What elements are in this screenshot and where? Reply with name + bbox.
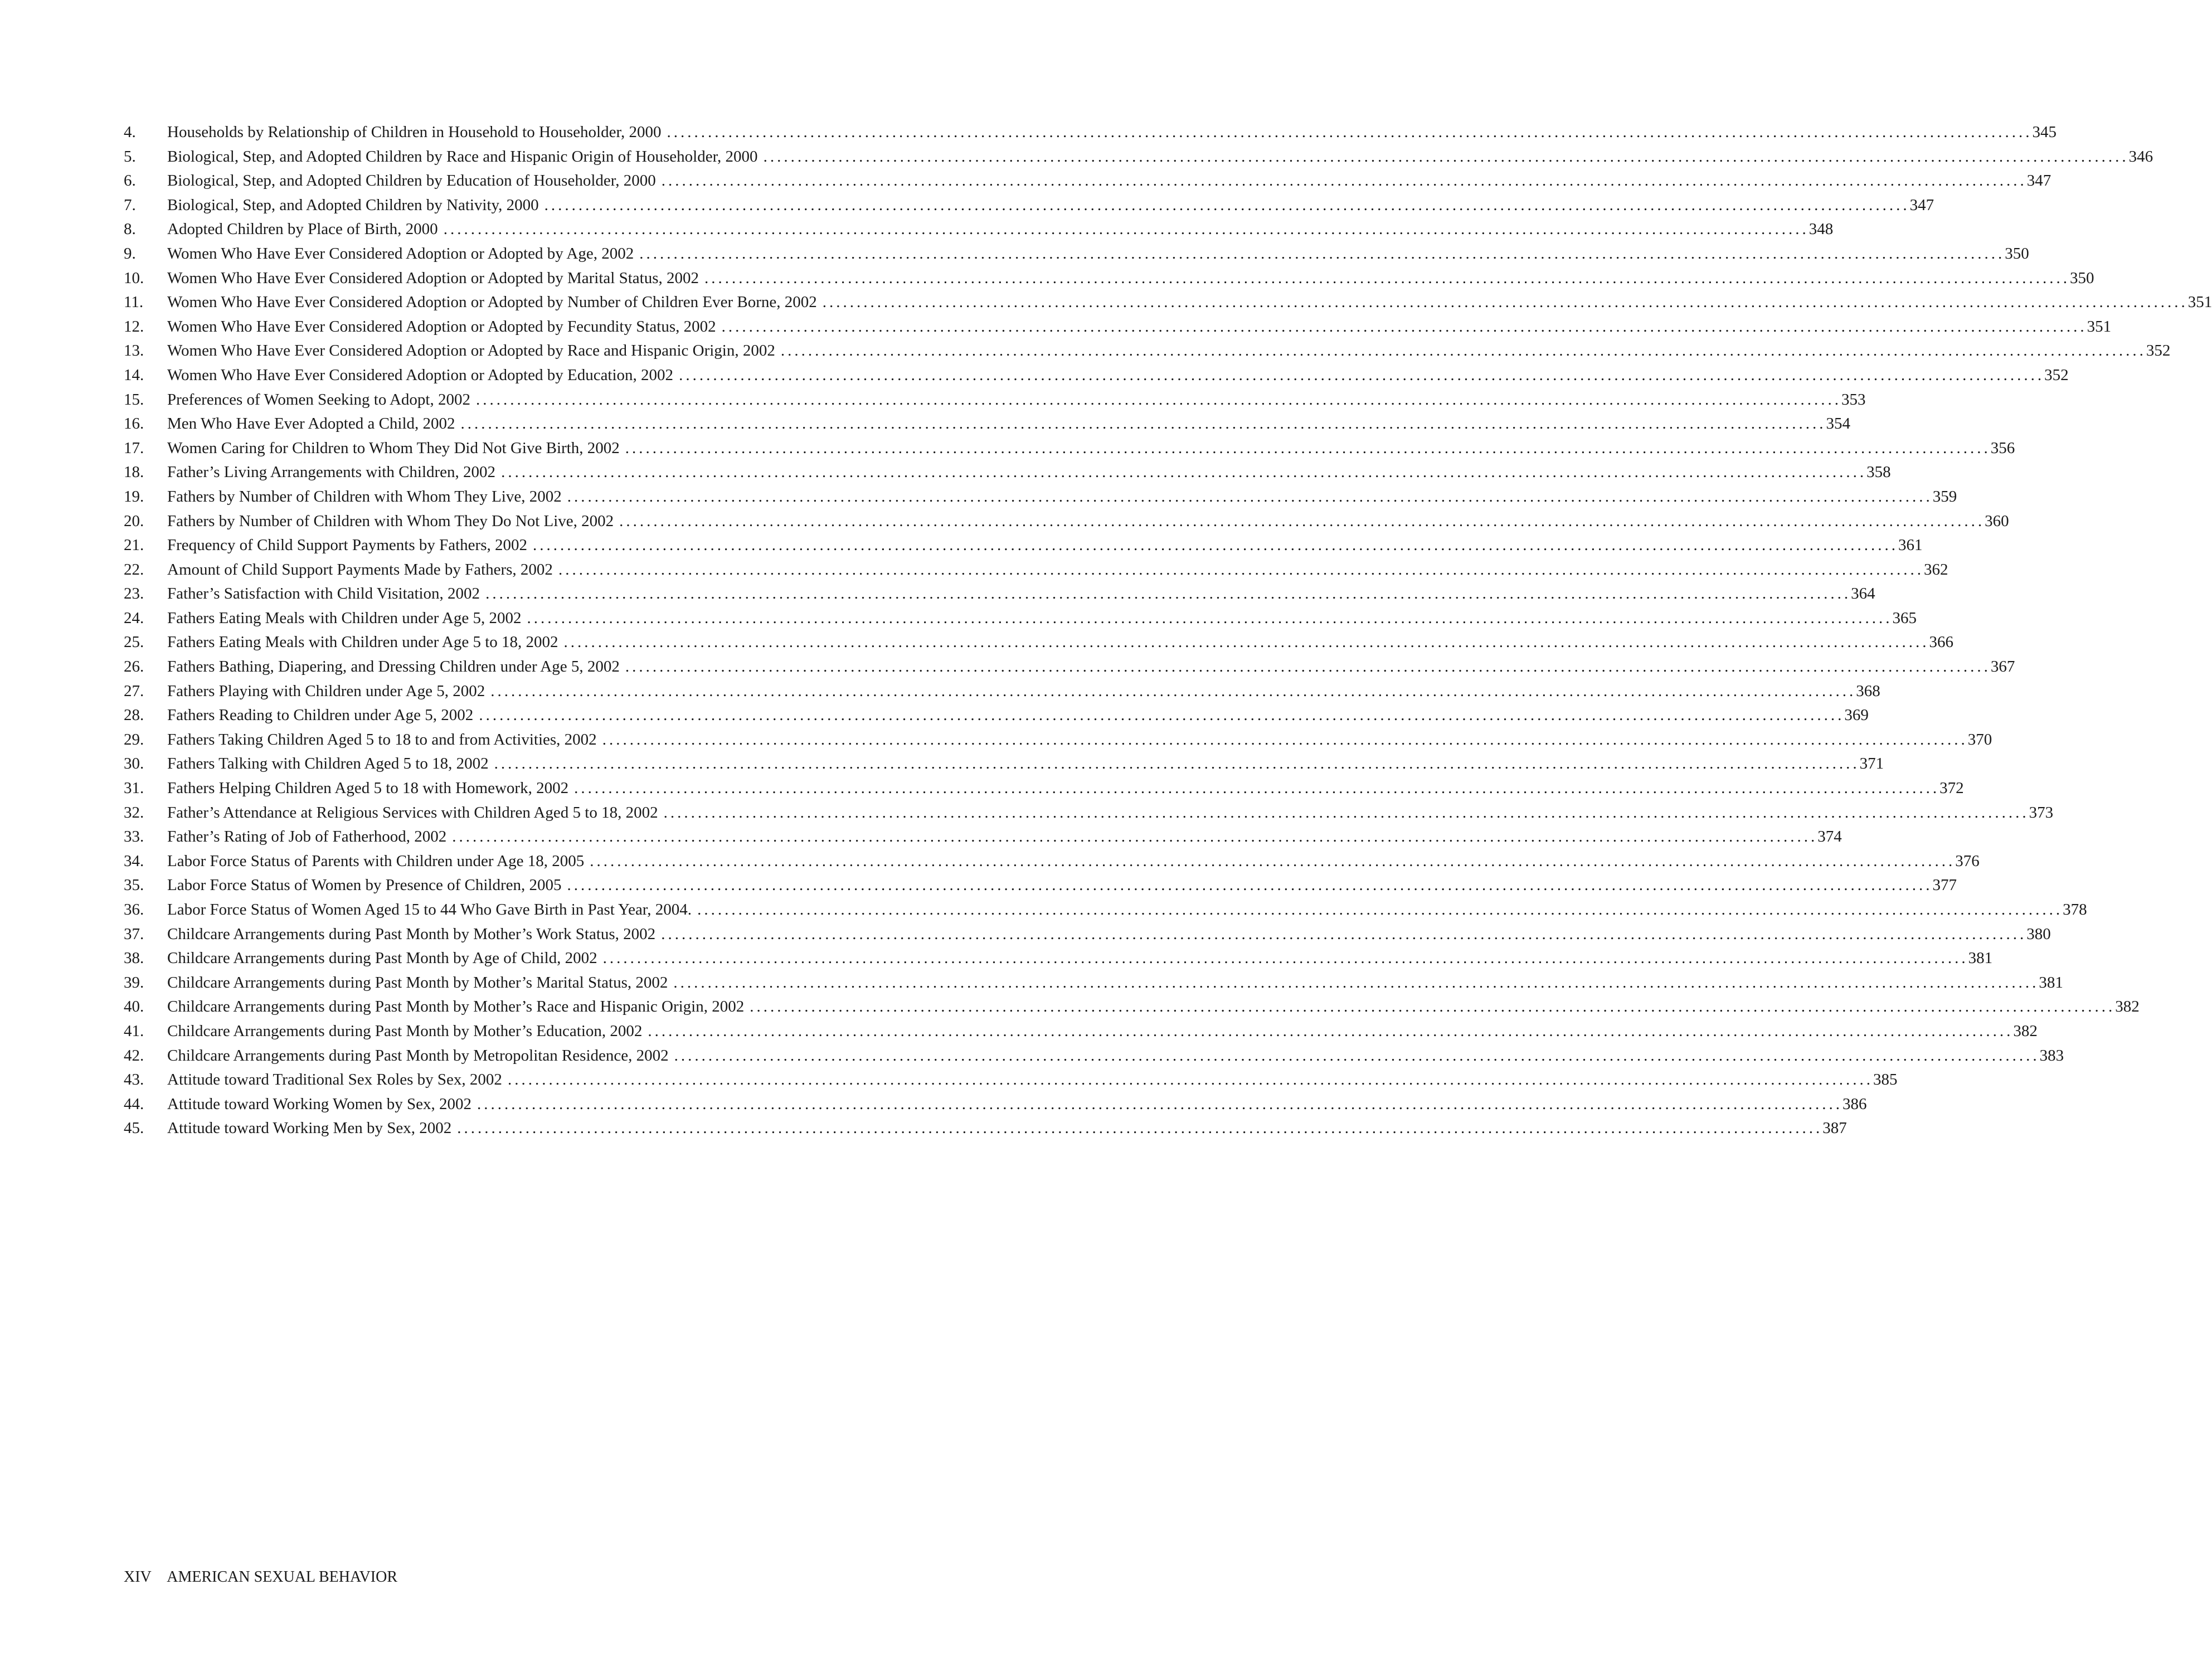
toc-entry[interactable] xyxy=(124,290,2212,315)
toc-entry-number: 24. xyxy=(124,609,144,627)
toc-entry-title: Fathers Playing with Children under Age 5, 2002 xyxy=(167,682,485,700)
toc-entry-number: 12. xyxy=(124,317,144,336)
toc-entry-title: Fathers Reading to Children under Age 5, 2002 xyxy=(167,706,474,725)
toc-entry-leader-dots: ........................................................................................................................................................................................................ xyxy=(452,828,1818,846)
toc-entry[interactable] xyxy=(124,655,2015,679)
toc-entry[interactable] xyxy=(124,703,1869,728)
toc-entry[interactable] xyxy=(124,242,2029,266)
toc-entry-number: 5. xyxy=(124,147,136,166)
toc-entry-leader-dots: ........................................................................................................................................................................................................ xyxy=(485,585,1851,603)
toc-entry-title: Childcare Arrangements during Past Month by Mother’s Marital Status, 2002 xyxy=(167,973,668,991)
toc-entry-number: 36. xyxy=(124,901,144,918)
toc-entry-leader-dots: ........................................................................................................................................................................................................ xyxy=(721,317,2087,336)
toc-entry-page: 352 xyxy=(2044,366,2069,384)
toc-entry-page: 377 xyxy=(1932,876,1957,895)
toc-entry-leader-dots: ........................................................................................................................................................................................................ xyxy=(494,755,1860,773)
toc-entry-leader-dots: ........................................................................................................................................................................................................ xyxy=(661,925,2027,943)
toc-entry-leader-dots: ........................................................................................................................................................................................................ xyxy=(780,342,2146,360)
toc-entry-title: Biological, Step, and Adopted Children by Race and Hispanic Origin of Householder, 2000 xyxy=(167,147,758,166)
toc-entry[interactable] xyxy=(124,315,2112,339)
toc-entry[interactable] xyxy=(124,922,2051,947)
toc-entry-title: Fathers Talking with Children Aged 5 to 18, 2002 xyxy=(167,755,489,773)
toc-entry[interactable] xyxy=(124,1116,1847,1141)
toc-entry-number: 26. xyxy=(124,658,144,676)
toc-entry-title: Attitude toward Traditional Sex Roles by Sex, 2002 xyxy=(167,1071,502,1089)
toc-entry-number: 7. xyxy=(124,196,136,214)
toc-entry-page: 351 xyxy=(2187,293,2212,312)
toc-entry-leader-dots: ........................................................................................................................................................................................................ xyxy=(563,633,1929,652)
toc-entry[interactable] xyxy=(124,412,1851,436)
toc-entry-leader-dots: ........................................................................................................................................................................................................ xyxy=(460,415,1826,433)
toc-entry-leader-dots: ........................................................................................................................................................................................................ xyxy=(590,852,1956,870)
toc-entry-title: Women Caring for Children to Whom They Did Not Give Birth, 2002 xyxy=(167,439,620,457)
toc-entry-leader-dots: ........................................................................................................................................................................................................ xyxy=(602,949,1968,968)
toc-entry-title: Preferences of Women Seeking to Adopt, 2002 xyxy=(167,390,470,409)
toc-entry[interactable] xyxy=(124,485,1957,509)
toc-entry-page: 359 xyxy=(1932,487,1957,506)
footer-page-number: XIV xyxy=(124,1568,152,1586)
toc-entry[interactable] xyxy=(124,266,2094,291)
toc-entry-page: 380 xyxy=(2026,925,2051,943)
toc-entry-title: Labor Force Status of Women by Presence of Children, 2005 xyxy=(167,876,562,895)
toc-entry-number: 31. xyxy=(124,779,144,798)
toc-entry[interactable] xyxy=(124,801,2054,825)
toc-entry-page: 348 xyxy=(1809,220,1834,239)
toc-entry-leader-dots: ........................................................................................................................................................................................................ xyxy=(544,196,1910,214)
toc-entry-title: Labor Force Status of Parents with Children under Age 18, 2005 xyxy=(167,852,585,870)
toc-entry-page: 383 xyxy=(2039,1046,2064,1065)
toc-entry-page: 382 xyxy=(2013,1022,2038,1040)
toc-entry-title: Childcare Arrangements during Past Month by Mother’s Education, 2002 xyxy=(167,1022,643,1040)
toc-entry-page: 381 xyxy=(1968,949,1993,968)
toc-entry[interactable] xyxy=(124,339,2171,363)
toc-entry-title: Father’s Rating of Job of Fatherhood, 2002 xyxy=(167,828,447,846)
toc-entry-title: Fathers Bathing, Diapering, and Dressing Children under Age 5, 2002 xyxy=(167,658,620,676)
toc-entry-title: Fathers Taking Children Aged 5 to 18 to and from Activities, 2002 xyxy=(167,730,597,748)
toc-entry-page: 372 xyxy=(1939,779,1964,798)
toc-entry[interactable] xyxy=(124,388,1866,412)
toc-entry-title: Attitude toward Working Women by Sex, 2002 xyxy=(167,1095,472,1113)
toc-entry-page: 350 xyxy=(2069,269,2094,287)
toc-entry-number: 30. xyxy=(124,755,144,773)
footer-book-title: AMERICAN SEXUAL BEHAVIOR xyxy=(167,1568,398,1586)
toc-entry-number: 15. xyxy=(124,390,144,409)
toc-entry[interactable] xyxy=(124,460,1891,485)
toc-entry-leader-dots: ........................................................................................................................................................................................................ xyxy=(567,487,1933,506)
toc-entry-leader-dots: ........................................................................................................................................................................................................ xyxy=(476,390,1841,409)
toc-entry-page: 360 xyxy=(1985,512,2009,530)
toc-entry[interactable] xyxy=(124,193,1934,218)
toc-entry-number: 23. xyxy=(124,585,144,603)
toc-entry-leader-dots: ........................................................................................................................................................................................................ xyxy=(501,463,1867,482)
toc-entry-number: 27. xyxy=(124,682,144,700)
toc-entry-number: 35. xyxy=(124,876,144,895)
toc-entry-page: 365 xyxy=(1892,609,1917,627)
toc-entry-leader-dots: ........................................................................................................................................................................................................ xyxy=(479,706,1845,725)
toc-entry[interactable] xyxy=(124,1068,1898,1092)
toc-entry-number: 13. xyxy=(124,342,144,360)
toc-entry-page: 367 xyxy=(1990,658,2015,676)
toc-entry-page: 352 xyxy=(2146,342,2171,360)
toc-entry-number: 32. xyxy=(124,803,144,822)
toc-entry[interactable] xyxy=(124,582,1875,606)
toc-entry-number: 37. xyxy=(124,925,144,943)
toc-entry-number: 10. xyxy=(124,269,144,287)
toc-entry-page: 361 xyxy=(1898,536,1923,555)
toc-entry-title: Father’s Living Arrangements with Children, 2002 xyxy=(167,463,496,482)
toc-entry-leader-dots: ........................................................................................................................................................................................................ xyxy=(625,439,1991,457)
toc-entry[interactable] xyxy=(124,752,1884,776)
toc-entry-leader-dots: ........................................................................................................................................................................................................ xyxy=(490,682,1856,700)
toc-entry-leader-dots: ........................................................................................................................................................................................................ xyxy=(527,609,1893,627)
toc-entry[interactable] xyxy=(124,1092,1867,1117)
toc-entry-title: Frequency of Child Support Payments by Fathers, 2002 xyxy=(167,536,528,555)
toc-entry-number: 4. xyxy=(124,123,136,141)
toc-entry[interactable] xyxy=(124,217,1834,242)
toc-entry-title: Father’s Attendance at Religious Services with Children Aged 5 to 18, 2002 xyxy=(167,803,658,822)
toc-entry-page: 346 xyxy=(2128,147,2153,166)
toc-entry-leader-dots: ........................................................................................................................................................................................................ xyxy=(507,1071,1873,1089)
toc-entry[interactable] xyxy=(124,728,1992,752)
toc-entry-title: Fathers by Number of Children with Whom They Live, 2002 xyxy=(167,487,562,506)
toc-entry-page: 362 xyxy=(1923,560,1948,579)
toc-entry[interactable] xyxy=(124,630,1954,655)
toc-entry-title: Childcare Arrangements during Past Month by Mother’s Work Status, 2002 xyxy=(167,925,656,943)
toc-entry-title: Women Who Have Ever Considered Adoption or Adopted by Marital Status, 2002 xyxy=(167,269,699,287)
toc-entry-number: 40. xyxy=(124,998,144,1016)
toc-entry[interactable] xyxy=(124,509,2009,534)
toc-entry-number: 34. xyxy=(124,852,144,870)
toc-entry-page: 376 xyxy=(1955,852,1980,870)
toc-entry[interactable] xyxy=(124,533,1923,558)
toc-entry-page: 381 xyxy=(2039,973,2063,991)
toc-entry-page: 356 xyxy=(1990,439,2015,457)
toc-entry-number: 42. xyxy=(124,1046,144,1065)
toc-entry-leader-dots: ........................................................................................................................................................................................................ xyxy=(457,1119,1823,1138)
toc-entry-leader-dots: ........................................................................................................................................................................................................ xyxy=(558,560,1924,579)
toc-entry-leader-dots: ........................................................................................................................................................................................................ xyxy=(567,876,1933,895)
toc-entry-title: Labor Force Status of Women Aged 15 to 44 Who Gave Birth in Past Year, 2004. xyxy=(167,901,692,918)
toc-entry-title: Women Who Have Ever Considered Adoption or Adopted by Race and Hispanic Origin, 2002 xyxy=(167,342,775,360)
toc-entry-number: 8. xyxy=(124,220,136,239)
toc-entry-number: 29. xyxy=(124,730,144,748)
toc-entry-title: Fathers Helping Children Aged 5 to 18 with Homework, 2002 xyxy=(167,779,569,798)
toc-entry[interactable] xyxy=(124,558,1948,582)
toc-entry-leader-dots: ........................................................................................................................................................................................................ xyxy=(625,658,1991,676)
toc-entry[interactable] xyxy=(124,1044,2064,1068)
toc-entry-leader-dots: ........................................................................................................................................................................................................ xyxy=(679,366,2045,384)
toc-entry-leader-dots: ........................................................................................................................................................................................................ xyxy=(477,1095,1843,1113)
toc-entry-number: 33. xyxy=(124,828,144,846)
toc-entry-page: 345 xyxy=(2032,123,2057,141)
toc-entry-number: 20. xyxy=(124,512,144,530)
toc-entry[interactable] xyxy=(124,679,1880,704)
toc-entry-leader-dots: ........................................................................................................................................................................................................ xyxy=(648,1022,2014,1040)
toc-entry-page: 351 xyxy=(2087,317,2112,336)
toc-entry[interactable] xyxy=(124,946,1993,971)
toc-entry-leader-dots: ........................................................................................................................................................................................................ xyxy=(663,803,2029,822)
toc-entry-number: 44. xyxy=(124,1095,144,1113)
toc-entry-number: 6. xyxy=(124,172,136,190)
toc-entry-title: Childcare Arrangements during Past Month by Age of Child, 2002 xyxy=(167,949,597,968)
toc-entry-title: Women Who Have Ever Considered Adoption or Adopted by Fecundity Status, 2002 xyxy=(167,317,716,336)
toc-entry-page: 368 xyxy=(1856,682,1880,700)
toc-entry-number: 38. xyxy=(124,949,144,968)
toc-entry-leader-dots: ........................................................................................................................................................................................................ xyxy=(704,269,2070,287)
toc-entry[interactable] xyxy=(124,898,2087,922)
toc-entry[interactable] xyxy=(124,436,2015,461)
toc-entry-title: Father’s Satisfaction with Child Visitation, 2002 xyxy=(167,585,480,603)
toc-entry-number: 22. xyxy=(124,560,144,579)
toc-entry-page: 373 xyxy=(2029,803,2054,822)
toc-entry-leader-dots: ........................................................................................................................................................................................................ xyxy=(674,1046,2040,1065)
toc-entry-number: 21. xyxy=(124,536,144,555)
toc-entry-page: 347 xyxy=(2026,172,2051,190)
toc-entry-leader-dots: ........................................................................................................................................................................................................ xyxy=(822,293,2188,312)
toc-entry-title: Adopted Children by Place of Birth, 2000 xyxy=(167,220,438,239)
toc-entry-number: 28. xyxy=(124,706,144,725)
toc-entry[interactable] xyxy=(124,363,2069,388)
toc-entry-leader-dots: ........................................................................................................................................................................................................ xyxy=(667,123,2033,141)
toc-entry-page: 366 xyxy=(1929,633,1954,652)
toc-entry-page: 386 xyxy=(1842,1095,1867,1113)
toc-entry-page: 382 xyxy=(2115,998,2140,1016)
toc-entry-page: 387 xyxy=(1822,1119,1847,1138)
toc-entry-number: 17. xyxy=(124,439,144,457)
toc-entry[interactable] xyxy=(124,776,1964,801)
toc-entry-title: Childcare Arrangements during Past Month by Metropolitan Residence, 2002 xyxy=(167,1046,669,1065)
toc-entry-number: 39. xyxy=(124,973,144,991)
toc-entry-number: 18. xyxy=(124,463,144,482)
toc-entry-title: Women Who Have Ever Considered Adoption or Adopted by Education, 2002 xyxy=(167,366,674,384)
toc-entry-number: 19. xyxy=(124,487,144,506)
toc-entry-number: 9. xyxy=(124,244,136,263)
toc-entry-title: Childcare Arrangements during Past Month by Mother’s Race and Hispanic Origin, 2002 xyxy=(167,998,745,1016)
toc-entry-title: Biological, Step, and Adopted Children by Nativity, 2000 xyxy=(167,196,539,214)
toc-entry-leader-dots: ........................................................................................................................................................................................................ xyxy=(574,779,1940,798)
toc-entry-page: 385 xyxy=(1873,1071,1898,1089)
table-of-contents xyxy=(124,120,2212,1141)
toc-entry-page: 358 xyxy=(1866,463,1891,482)
toc-entry[interactable] xyxy=(124,145,2153,169)
toc-entry-page: 364 xyxy=(1851,585,1875,603)
toc-entry-title: Fathers by Number of Children with Whom They Do Not Live, 2002 xyxy=(167,512,614,530)
toc-entry-leader-dots: ........................................................................................................................................................................................................ xyxy=(639,244,2005,263)
toc-entry-page: 354 xyxy=(1826,415,1851,433)
toc-entry[interactable] xyxy=(124,873,1957,898)
toc-entry-number: 16. xyxy=(124,415,144,433)
toc-entry-page: 371 xyxy=(1859,755,1884,773)
toc-entry-title: Fathers Eating Meals with Children under Age 5, 2002 xyxy=(167,609,522,627)
toc-entry-page: 347 xyxy=(1909,196,1934,214)
toc-entry-title: Women Who Have Ever Considered Adoption or Adopted by Number of Children Ever Borne, 2002 xyxy=(167,293,817,312)
toc-entry[interactable] xyxy=(124,971,2063,995)
toc-entry[interactable] xyxy=(124,120,2057,145)
toc-entry-leader-dots: ........................................................................................................................................................................................................ xyxy=(661,172,2027,190)
toc-entry-title: Households by Relationship of Children in Household to Householder, 2000 xyxy=(167,123,662,141)
toc-entry-page: 374 xyxy=(1817,828,1842,846)
toc-entry[interactable] xyxy=(124,995,2140,1019)
toc-entry-leader-dots: ........................................................................................................................................................................................................ xyxy=(697,901,2063,918)
toc-entry-leader-dots: ........................................................................................................................................................................................................ xyxy=(602,730,1968,748)
page-footer xyxy=(124,1566,397,1588)
toc-entry-title: Amount of Child Support Payments Made by Fathers, 2002 xyxy=(167,560,553,579)
toc-entry-leader-dots: ........................................................................................................................................................................................................ xyxy=(763,147,2129,166)
toc-entry[interactable] xyxy=(124,169,2051,193)
toc-entry-page: 353 xyxy=(1841,390,1866,409)
toc-entry-number: 45. xyxy=(124,1119,144,1138)
toc-entry-leader-dots: ........................................................................................................................................................................................................ xyxy=(619,512,1985,530)
toc-entry-number: 11. xyxy=(124,293,144,312)
toc-entry-title: Fathers Eating Meals with Children under Age 5 to 18, 2002 xyxy=(167,633,558,652)
toc-entry-title: Attitude toward Working Men by Sex, 2002 xyxy=(167,1119,452,1138)
toc-entry-number: 25. xyxy=(124,633,144,652)
toc-entry-title: Biological, Step, and Adopted Children by Education of Householder, 2000 xyxy=(167,172,656,190)
toc-entry-leader-dots: ........................................................................................................................................................................................................ xyxy=(673,973,2039,991)
toc-entry-number: 14. xyxy=(124,366,144,384)
toc-entry-page: 378 xyxy=(2063,901,2087,918)
toc-entry-title: Women Who Have Ever Considered Adoption or Adopted by Age, 2002 xyxy=(167,244,634,263)
toc-entry-leader-dots: ........................................................................................................................................................................................................ xyxy=(533,536,1899,555)
toc-entry-leader-dots: ........................................................................................................................................................................................................ xyxy=(443,220,1809,239)
toc-entry-number: 43. xyxy=(124,1071,144,1089)
toc-entry-page: 369 xyxy=(1844,706,1869,725)
toc-entry-page: 370 xyxy=(1967,730,1992,748)
toc-entry[interactable] xyxy=(124,606,1917,631)
toc-entry-leader-dots: ........................................................................................................................................................................................................ xyxy=(750,998,2116,1016)
toc-entry-number: 41. xyxy=(124,1022,144,1040)
toc-entry[interactable] xyxy=(124,825,1842,849)
toc-entry[interactable] xyxy=(124,1019,2038,1044)
toc-entry-title: Men Who Have Ever Adopted a Child, 2002 xyxy=(167,415,455,433)
toc-entry[interactable] xyxy=(124,849,1980,874)
toc-entry-page: 350 xyxy=(2005,244,2029,263)
